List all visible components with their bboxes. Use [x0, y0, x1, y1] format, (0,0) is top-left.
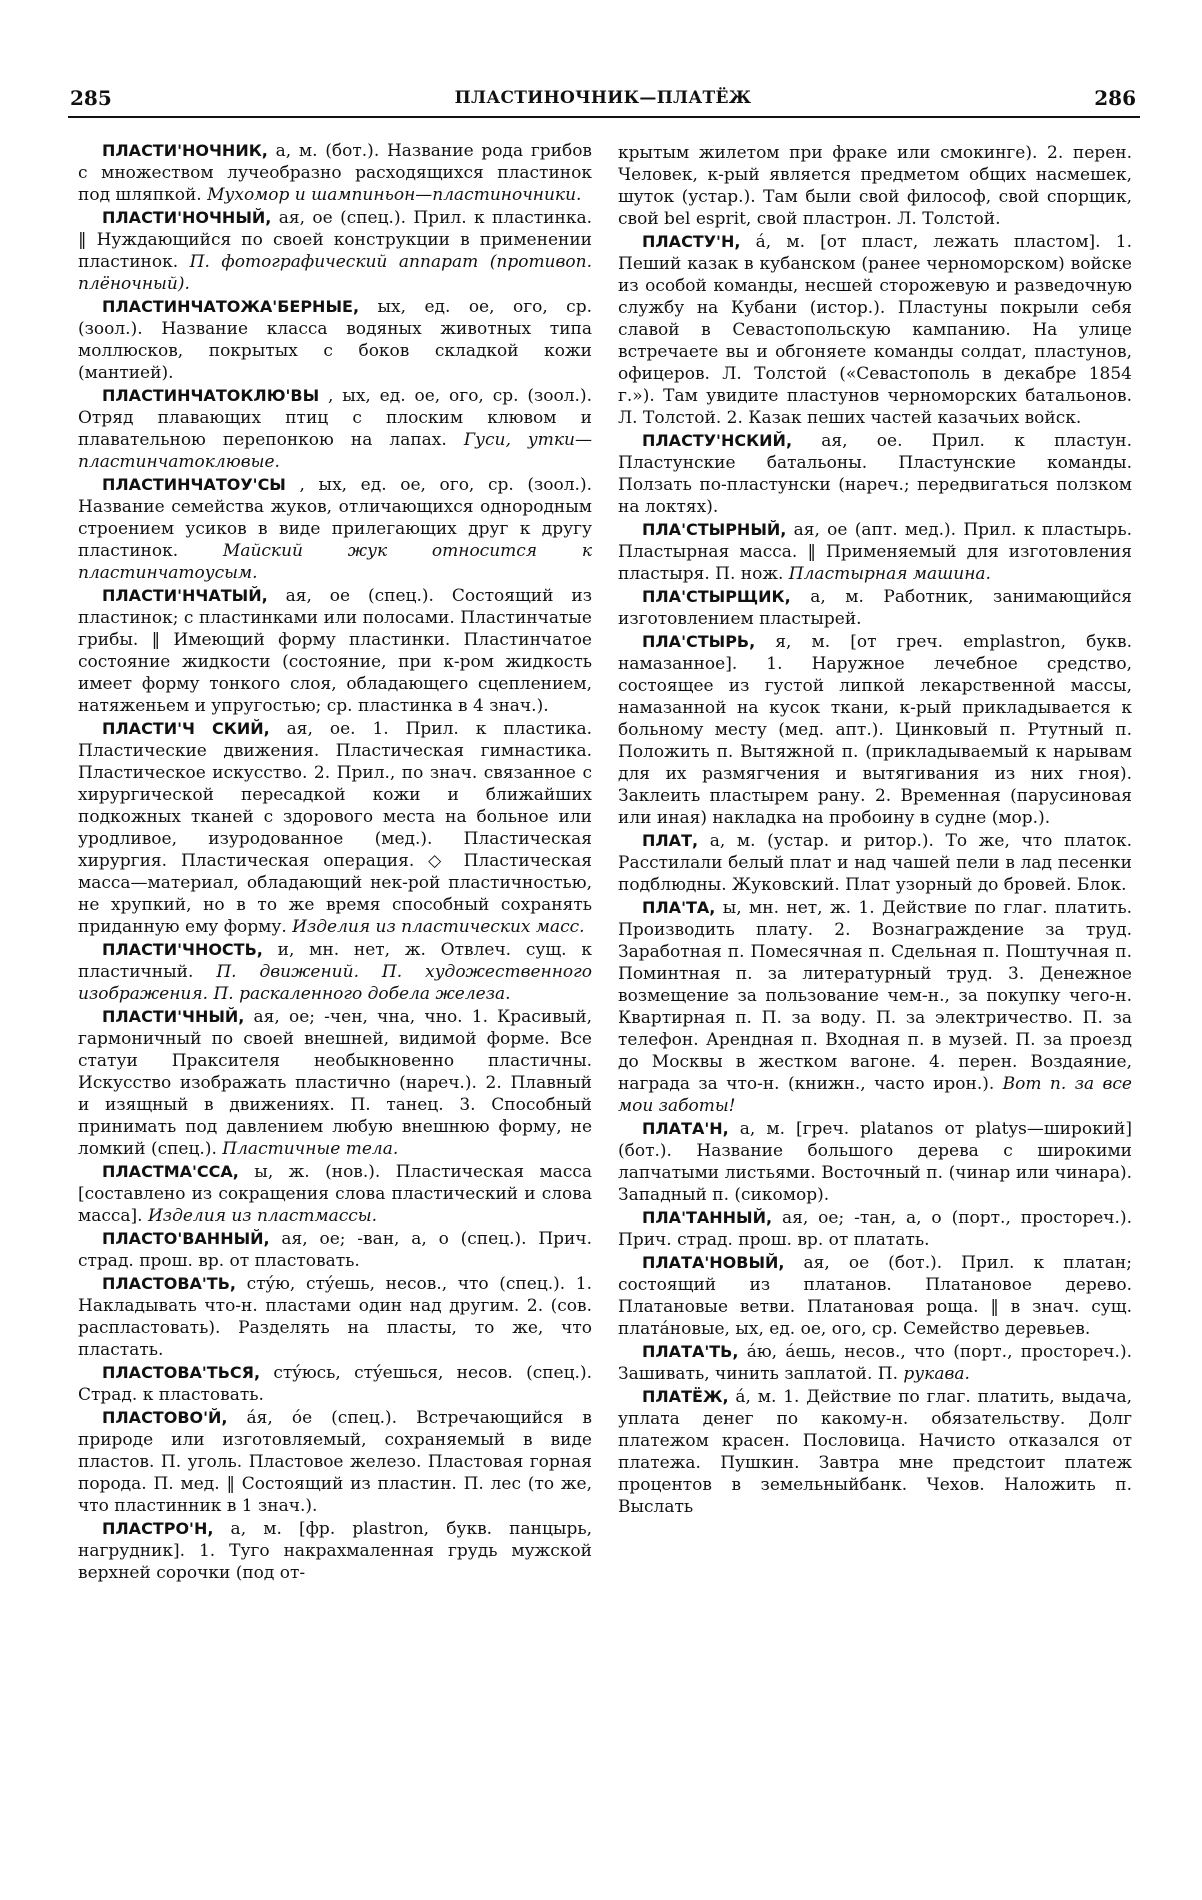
headword: ПЛАСТИНЧАТОЖА'БЕРНЫЕ,: [102, 297, 360, 316]
headword: ПЛАСТИ'ЧНЫЙ,: [102, 1007, 245, 1026]
definition-text: стýю, стýешь, несов., что (спец.). 1. Накладывать что-н. пластами один над другим. 2. (сов. распластовать). Разделять на пласты, то же, что пластать.: [78, 1274, 592, 1360]
definition-text: стýюсь, стýешься, несов. (спец.). Страд. к пластовать.: [78, 1363, 592, 1405]
page-number-right: 286: [1094, 86, 1136, 110]
dictionary-entry: [78, 1518, 592, 1584]
page-header: [70, 86, 1136, 114]
definition-text: , ых, ед. ое, ого, ср. (зоол.). Отряд плавающих птиц с плоским клювом и плавательною перепонкою на лапах.: [78, 386, 592, 450]
definition-text: á, м. [от пласт, лежать пластом]. 1. Пеший казак в кубанском (ранее черноморском) войске из особой команды, несшей сторожевую и разведочную службу на Кубани (истор.). Пластуны покрыли себя славой в Севастопольскую кампанию. На улице встречаете вы и обгоняете команды солдат, пластунов, офицеров. Л. Толстой («Севастополь в декабре 1854 г.»). Там увидите пластунов черноморских батальонов. Л. Толстой. 2. Казак пеших частей казачьих войск.: [618, 232, 1132, 428]
example-text: П. фотографический аппарат (противоп. плёночный).: [78, 252, 592, 294]
headword: ПЛАТА'Н,: [642, 1119, 729, 1138]
definition-text: ая, ое (апт. мед.). Прил. к пластырь. Пластырная масса. ‖ Применяемый для изготовления пластыря. П. нож.: [618, 520, 1132, 584]
headword: ПЛАСТИНЧАТОКЛЮ'ВЫ: [102, 386, 320, 405]
definition-text: крытым жилетом при фраке или смокинге). 2. перен. Человек, к-рый является предметом общих насмешек, шуток (устар.). Там были свой философ, свой спорщик, свой bel esprit, свой пластрон. Л. Толстой.: [618, 143, 1132, 229]
dictionary-entry: [78, 385, 592, 473]
definition-text: ая, ое; -чен, чна, чно. 1. Красивый, гармоничный по своей внешней, видимой форме. Все статуи Праксителя необыкновенно пластичны. Искусство изображать пластично (нареч.). 2. Плавный и изящный в движениях. П. танец. 3. Способный принимать под давлением любую внешнюю форму, не ломкий (спец.).: [78, 1007, 592, 1159]
dictionary-entry: [618, 1341, 1132, 1385]
dictionary-entry: [618, 1118, 1132, 1206]
example-text: Изделия из пластмассы.: [147, 1206, 378, 1226]
definition-text: а, м. [греч. platanos от platys—широкий] (бот.). Название большого дерева с широкими лапчатыми листьями. Восточный п. (чинар или чинара). Западный п. (сикомор).: [618, 1119, 1132, 1205]
dictionary-entry: [618, 519, 1132, 585]
definition-text: ых, ед. ое, ого, ср. (зоол.). Название класса водяных животных типа моллюсков, покрытых с боков складкой кожи (мантией).: [78, 297, 592, 383]
headword: ПЛАСТИ'НОЧНИК,: [102, 141, 268, 160]
dictionary-entry: [618, 631, 1132, 829]
headword: ПЛА'СТЫРЬ,: [642, 632, 756, 651]
example-text: Гуси, утки—пластинчатоклювые.: [78, 430, 592, 472]
dictionary-entry: [618, 1386, 1132, 1518]
dictionary-entry: [78, 585, 592, 717]
dictionary-entry: [618, 430, 1132, 518]
dictionary-entry: [78, 1273, 592, 1361]
dictionary-entry: [78, 1006, 592, 1160]
definition-text: ая, ое (спец.). Прил. к пластинка. ‖ Нуждающийся по своей конструкции в применении пластинок.: [78, 208, 592, 272]
page-number-left: 285: [70, 86, 112, 110]
example-text: Мухомор и шампиньон—пластиночники.: [207, 185, 582, 205]
definition-text: ы, ж. (нов.). Пластическая масса [составлено из сокращения слова пластический и слова масса].: [78, 1162, 592, 1226]
dictionary-entry: [618, 897, 1132, 1117]
headword: ПЛАСТОВА'ТЬСЯ,: [102, 1363, 261, 1382]
headword: ПЛАТ,: [642, 831, 699, 850]
definition-text: ая, ое (спец.). Состоящий из пластинок; с пластинками или полосами. Пластинчатые грибы. ‖ Имеющий форму пластинки. Пластинчатое состояние жидкости (состояние, при к-ром жидкость имеет форму тонкого слоя, обладающего сцеплением, натяженьем и упругостью; ср. пластинка в 4 знач.).: [78, 586, 592, 716]
dictionary-entry: [78, 1407, 592, 1517]
headword: ПЛАСТОВА'ТЬ,: [102, 1274, 236, 1293]
dictionary-entry: [78, 1161, 592, 1227]
definition-text: ы, мн. нет, ж. 1. Действие по глаг. платить. Производить плату. 2. Вознаграждение за труд. Заработная п. Помесячная п. Сдельная п. Поштучная п. Поминтная п. за литературный труд. 3. Денежное возмещение за пользование чем-н., за покупку чего-н. Квартирная п. П. за воду. П. за электричество. П. за телефон. Арендная п. Входная п. в музей. П. за проезд до Москвы в жестком вагоне. 4. перен. Воздаяние, награда за что-н. (книжн., часто ирон.).: [618, 898, 1132, 1094]
running-title: ПЛАСТИНОЧНИК—ПЛАТЁЖ: [454, 88, 752, 108]
example-text: Пластырная машина.: [788, 564, 991, 584]
dictionary-entry: [78, 296, 592, 384]
example-text: Вот п. за все мои заботы!: [618, 1074, 1132, 1116]
dictionary-entry: [618, 231, 1132, 429]
dictionary-entry: [618, 1207, 1132, 1251]
definition-text: áю, áешь, несов., что (порт., простореч.). Зашивать, чинить заплатой. П.: [618, 1342, 1132, 1384]
headword: ПЛАСТОВО'Й,: [102, 1408, 228, 1427]
example-text: Майский жук относится к пластинчатоусым.: [78, 541, 592, 583]
example-text: Изделия из пластических масс.: [292, 917, 585, 937]
dictionary-entry: [78, 939, 592, 1005]
dictionary-entry: [78, 718, 592, 938]
dictionary-entry: [78, 474, 592, 584]
headword: ПЛАСТРО'Н,: [102, 1519, 214, 1538]
right-column: [618, 142, 1132, 1519]
headword: ПЛАСТО'ВАННЫЙ,: [102, 1229, 270, 1248]
definition-text: а, м. (устар. и ритор.). То же, что платок. Расстилали белый плат и над чашей пели в лад песенки подблюдны. Жуковский. Плат узорный до бровей. Блок.: [618, 831, 1132, 895]
definition-text: а, м. [фр. plastron, букв. панцырь, нагрудник]. 1. Туго накрахмаленная грудь мужской верхней сорочки (под от-: [78, 1519, 592, 1583]
headword: ПЛАСТМА'ССА,: [102, 1162, 239, 1181]
dictionary-entry: [618, 586, 1132, 630]
definition-text: я, м. [от греч. emplastron, букв. намазанное]. 1. Наружное лечебное средство, состоящее из густой липкой лекарственной массы, намазанной на кусок ткани, к-рый прикладывается к больному месту (мед. апт.). Цинковый п. Ртутный п. Положить п. Вытяжной п. (прикладываемый к нарывам для их размягчения и вытягивания из них гноя). Заклеить пластырем рану. 2. Временная (парусиновая или иная) накладка на пробоину в судне (мор.).: [618, 632, 1132, 828]
dictionary-entry: [78, 207, 592, 295]
dictionary-entry: [618, 142, 1132, 230]
definition-text: á, м. 1. Действие по глаг. платить, выдача, уплата денег по какому-н. обязательству. Долг платежом красен. Пословица. Начисто отказался от платежа. Пушкин. Завтра мне предстоит платеж процентов в земельныйбанк. Чехов. Наложить п. Выслать: [618, 1387, 1132, 1517]
definition-text: а, м. Работник, занимающийся изготовлением пластырей.: [618, 587, 1132, 629]
headword: ПЛА'СТЫРНЫЙ,: [642, 520, 787, 539]
definition-text: и, мн. нет, ж. Отвлеч. сущ. к пластичный.: [78, 940, 592, 982]
example-text: рукава.: [903, 1364, 970, 1384]
definition-text: áя, óе (спец.). Встречающийся в природе или изготовляемый, сохраняемый в виде пластов. П. уголь. Пластовое железо. Пластовая горная порода. П. мед. ‖ Состоящий из пластин. П. лес (то же, что пластинник в 1 знач.).: [78, 1408, 592, 1516]
dictionary-entry: [78, 1228, 592, 1272]
example-text: П. движений. П. художественного изображения. П. раскаленного добела железа.: [78, 962, 592, 1004]
dictionary-entry: [78, 140, 592, 206]
headword: ПЛАТА'НОВЫЙ,: [642, 1253, 785, 1272]
dictionary-entry: [618, 830, 1132, 896]
dictionary-entry: [78, 1362, 592, 1406]
headword: ПЛАСТИ'Ч СКИЙ,: [102, 719, 270, 738]
headword: ПЛАСТИНЧАТОУ'СЫ: [102, 475, 286, 494]
example-text: Пластичные тела.: [222, 1139, 399, 1159]
headword: ПЛА'ТАННЫЙ,: [642, 1208, 773, 1227]
headword: ПЛА'ТА,: [642, 898, 716, 917]
headword: ПЛАСТИ'НЧАТЫЙ,: [102, 586, 268, 605]
headword: ПЛАСТИ'ЧНОСТЬ,: [102, 940, 263, 959]
dictionary-entry: [618, 1252, 1132, 1340]
definition-text: ая, ое; -ван, а, о (спец.). Прич. страд. прош. вр. от пластовать.: [78, 1229, 592, 1271]
definition-text: ая, ое. Прил. к пластун. Пластунские батальоны. Пластунские команды. Ползать по-пластунски (нареч.; передвигаться ползком на локтях).: [618, 431, 1132, 517]
header-rule: [68, 116, 1140, 118]
left-column: [78, 140, 592, 1585]
headword: ПЛАТЁЖ,: [642, 1387, 729, 1406]
definition-text: а, м. (бот.). Название рода грибов с множеством лучеобразно расходящихся пластинок под шляпкой.: [78, 141, 592, 205]
headword: ПЛАТА'ТЬ,: [642, 1342, 739, 1361]
headword: ПЛАСТИ'НОЧНЫЙ,: [102, 208, 272, 227]
definition-text: ая, ое; -тан, а, о (порт., простореч.). Прич. страд. прош. вр. от платать.: [618, 1208, 1132, 1250]
definition-text: , ых, ед. ое, ого, ср. (зоол.). Название семейства жуков, отличающихся однородным строением усиков в виде прилегающих друг к другу пластинок.: [78, 475, 592, 561]
headword: ПЛА'СТЫРЩИК,: [642, 587, 791, 606]
definition-text: ая, ое (бот.). Прил. к платан; состоящий из платанов. Платановое дерево. Платановые ветви. Платановая роща. ‖ в знач. сущ. платáновые, ых, ед. ое, ого, ср. Семейство деревьев.: [618, 1253, 1132, 1339]
headword: ПЛАСТУ'Н,: [642, 232, 741, 251]
definition-text: ая, ое. 1. Прил. к пластика. Пластические движения. Пластическая гимнастика. Пластическое искусство. 2. Прил., по знач. связанное с хирургической пересадкой кожи и ближайших подкожных тканей с здорового места на больное или уродливое, изуродованное (мед.). Пластическая хирургия. Пластическая операция. ◇ Пластическая масса—материал, обладающий нек-рой пластичностью, не хрупкий, но в то же время способный сохранять приданную ему форму.: [78, 719, 592, 937]
headword: ПЛАСТУ'НСКИЙ,: [642, 431, 793, 450]
